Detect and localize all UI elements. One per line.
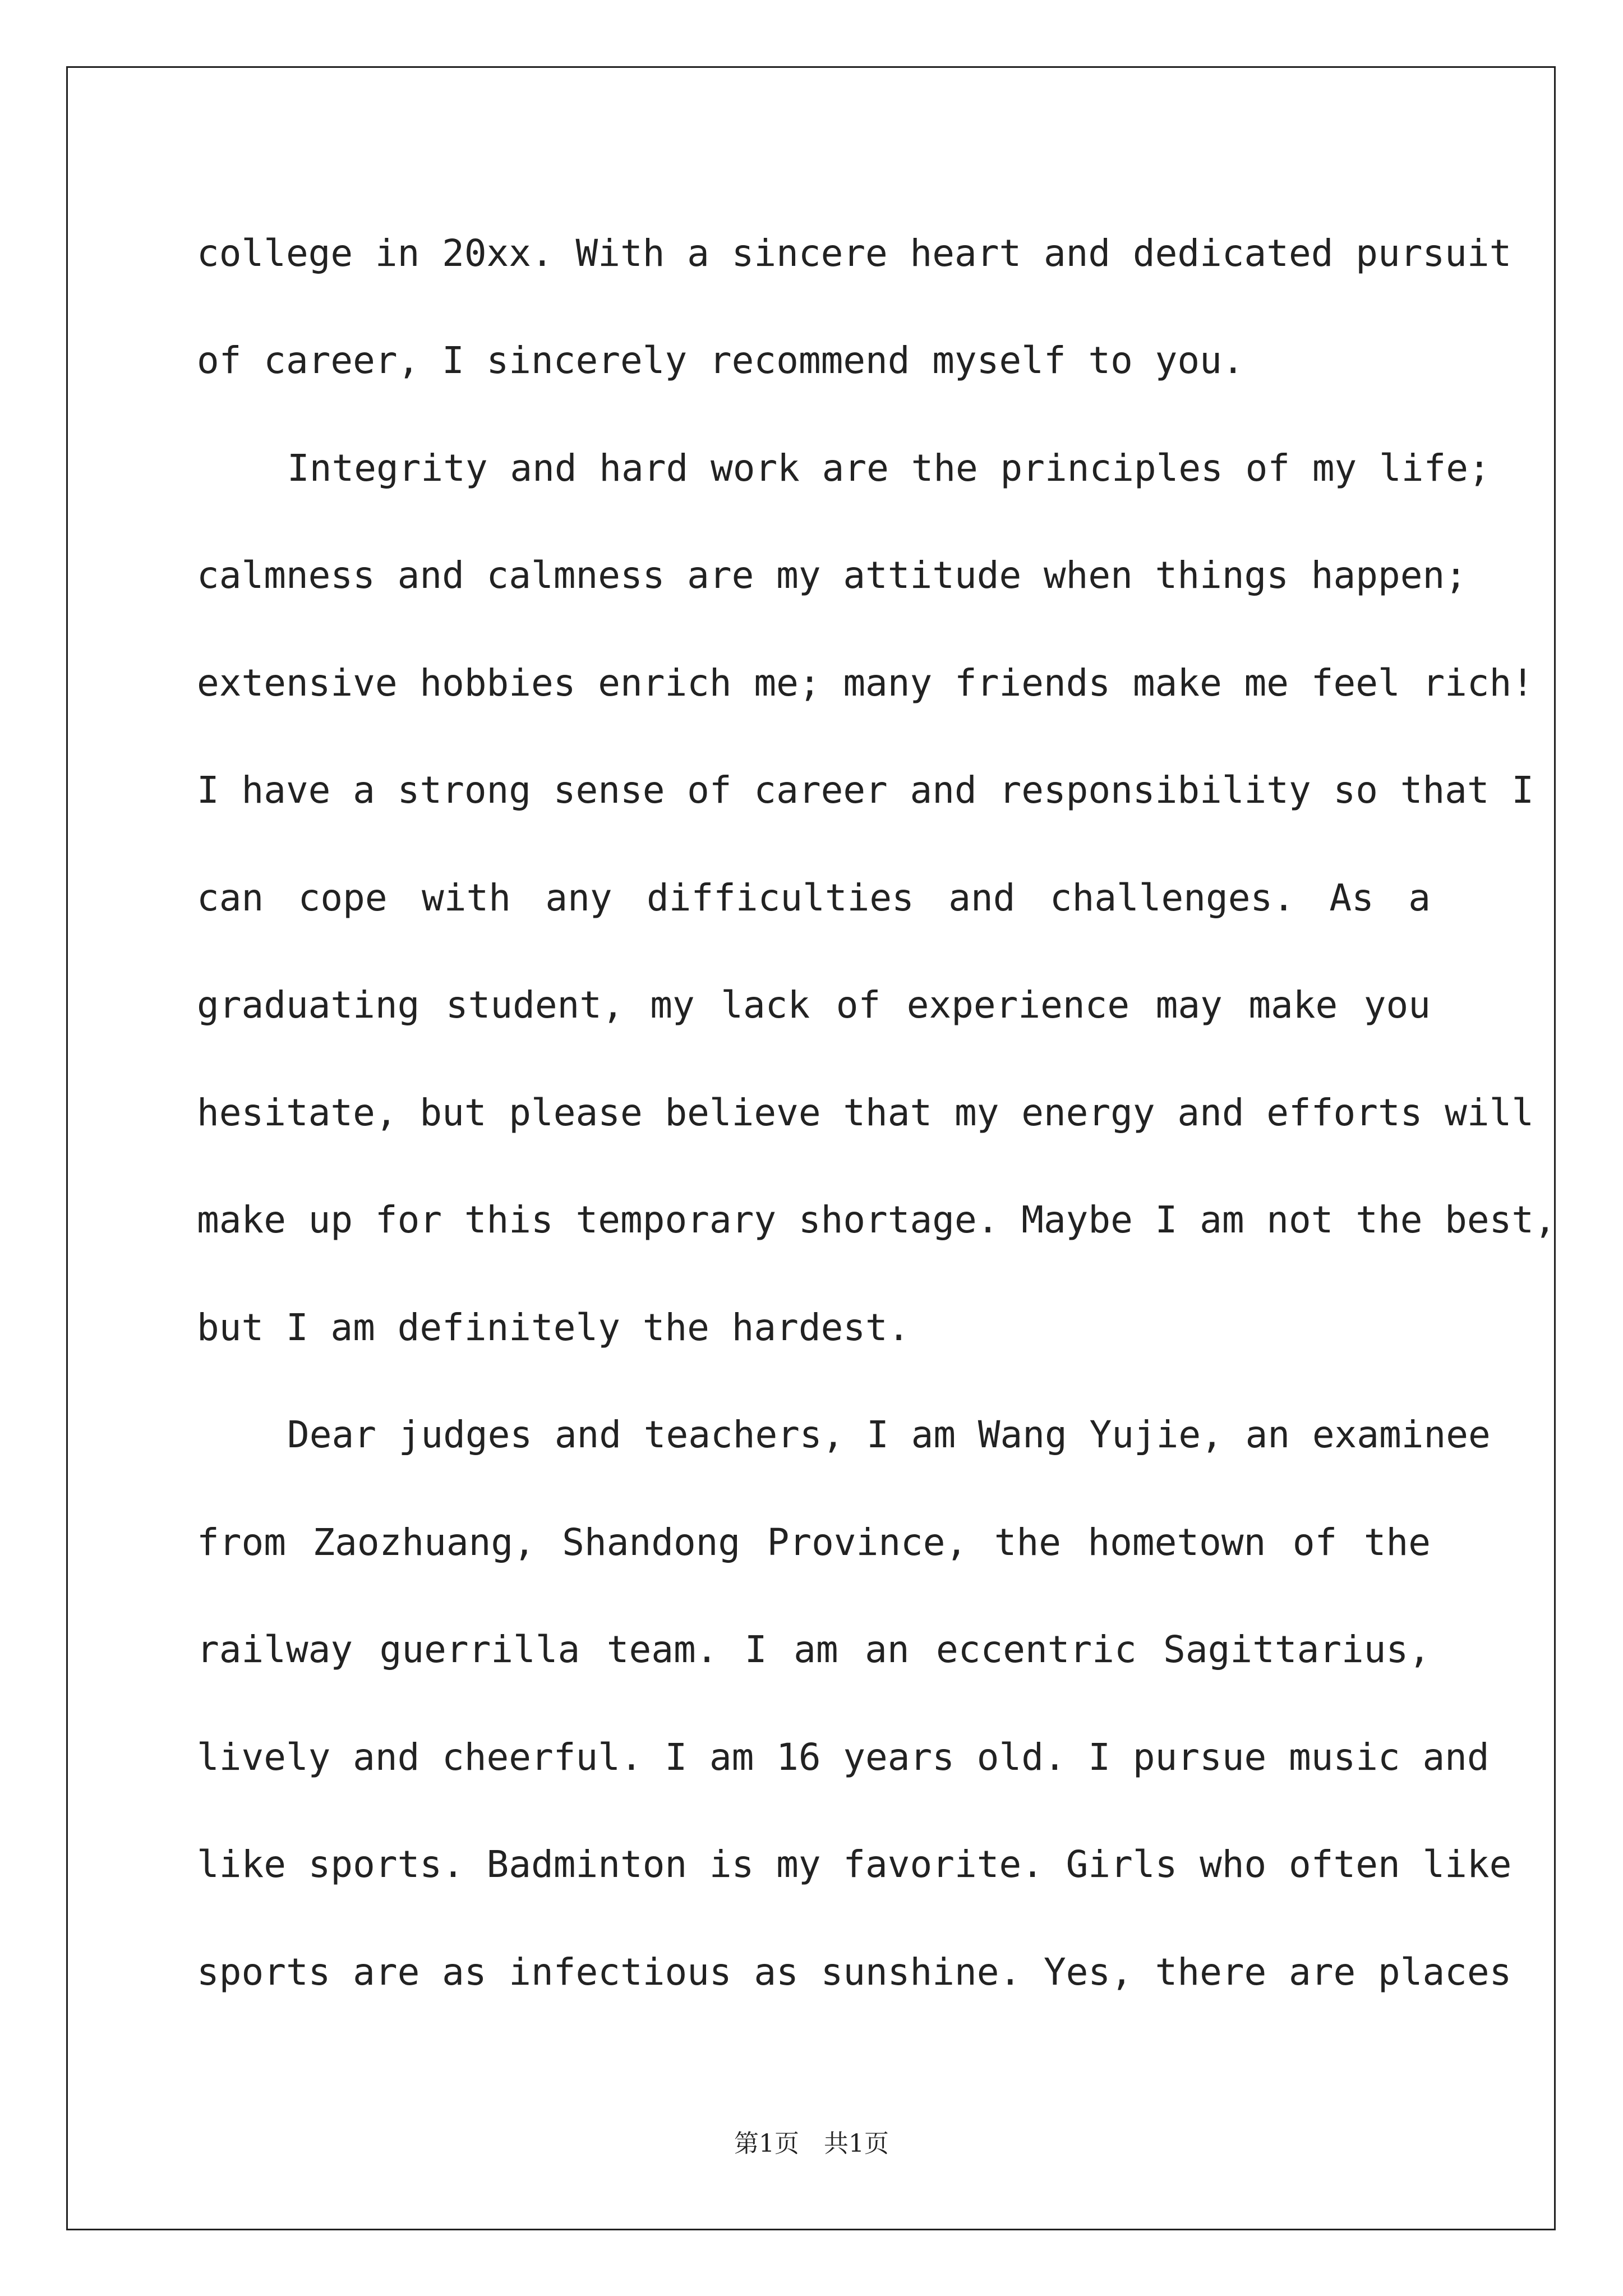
text-line: hesitate, but please believe that my energy and efforts will — [197, 1091, 1534, 1134]
text-line: can cope with any difficulties and challenges. As a — [197, 876, 1431, 919]
text-line: make up for this temporary shortage. Maybe I am not the best, — [197, 1198, 1556, 1241]
text-line: like sports. Badminton is my favorite. Girls who often like — [197, 1843, 1512, 1886]
text-line: from Zaozhuang, Shandong Province, the hometown of the — [197, 1521, 1431, 1564]
text-line: of career, I sincerely recommend myself to you. — [197, 339, 1244, 382]
text-line: but I am definitely the hardest. — [197, 1306, 910, 1349]
text-line: Integrity and hard work are the principles of my life; — [287, 447, 1491, 490]
text-line: railway guerrilla team. I am an eccentric Sagittarius, — [197, 1628, 1431, 1671]
text-line: graduating student, my lack of experience may make you — [197, 983, 1431, 1027]
text-line: college in 20xx. With a sincere heart and dedicated pursuit — [197, 232, 1512, 275]
page-number-footer: 第1页 共1页 — [734, 2129, 889, 2158]
page-border — [66, 66, 1556, 2230]
text-line: extensive hobbies enrich me; many friends make me feel rich! — [197, 661, 1534, 705]
text-line: calmness and calmness are my attitude when things happen; — [197, 554, 1467, 597]
text-line: Dear judges and teachers, I am Wang Yujie, an examinee — [287, 1413, 1491, 1456]
text-line: sports are as infectious as sunshine. Yes, there are places — [197, 1950, 1512, 1994]
text-line: I have a strong sense of career and responsibility so that I — [197, 769, 1534, 812]
text-line: lively and cheerful. I am 16 years old. I pursue music and — [197, 1736, 1490, 1779]
